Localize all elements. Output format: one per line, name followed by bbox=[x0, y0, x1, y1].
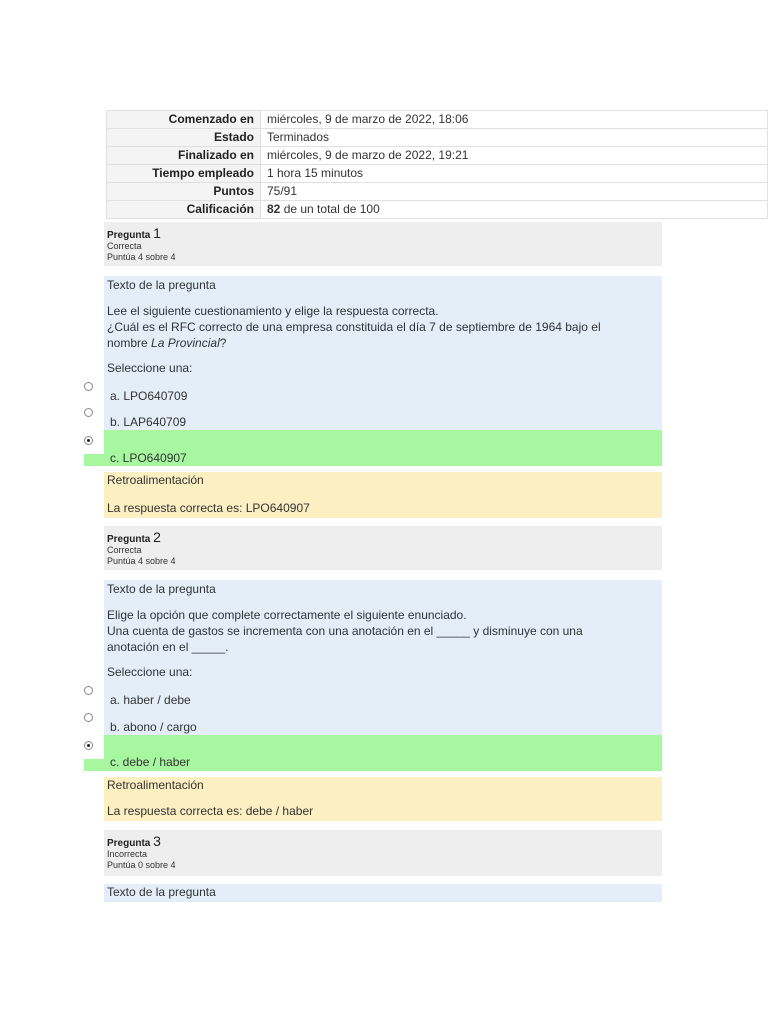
question-line: Una cuenta de gastos se incrementa con una anotación en el _____ y disminuye con una bbox=[107, 624, 583, 638]
question-status: Incorrecta bbox=[107, 849, 148, 859]
question-line-text: ? bbox=[219, 336, 227, 350]
summary-value: Terminados bbox=[261, 129, 768, 147]
summary-value: 75/91 bbox=[261, 183, 768, 201]
question-score: Puntúa 4 sobre 4 bbox=[107, 252, 176, 262]
grade-score: 82 bbox=[267, 202, 281, 216]
question-score: Puntúa 0 sobre 4 bbox=[107, 860, 176, 870]
option-b-label[interactable]: b. abono / cargo bbox=[110, 720, 197, 734]
question-text-label: Texto de la pregunta bbox=[107, 278, 216, 292]
feedback-text: La respuesta correcta es: LPO640907 bbox=[107, 501, 310, 515]
summary-row-grade bbox=[107, 201, 768, 219]
question-status: Correcta bbox=[107, 545, 142, 555]
summary-value: miércoles, 9 de marzo de 2022, 18:06 bbox=[261, 111, 768, 129]
correct-answer-highlight bbox=[104, 430, 662, 466]
option-c-radio-selected[interactable] bbox=[84, 741, 93, 750]
question-line: Elige la opción que complete correctamente el siguiente enunciado. bbox=[107, 608, 467, 622]
option-a-label[interactable]: a. haber / debe bbox=[110, 693, 191, 707]
option-c-label[interactable]: c. LPO640907 bbox=[110, 451, 187, 465]
question-number: 1 bbox=[153, 225, 161, 241]
option-a-radio[interactable] bbox=[84, 686, 93, 695]
question-info-2 bbox=[104, 526, 662, 570]
summary-label: Estado bbox=[107, 129, 261, 147]
question-info-3 bbox=[104, 830, 662, 876]
summary-label: Tiempo empleado bbox=[107, 165, 261, 183]
summary-row-started bbox=[107, 111, 768, 129]
select-one-label: Seleccione una: bbox=[107, 361, 193, 375]
question-prefix: Pregunta bbox=[107, 230, 151, 241]
summary-label: Comenzado en bbox=[107, 111, 261, 129]
question-info-1 bbox=[104, 222, 662, 266]
option-c-label[interactable]: c. debe / haber bbox=[110, 755, 191, 769]
question-prefix: Pregunta bbox=[107, 838, 151, 849]
question-text-1 bbox=[104, 276, 662, 430]
feedback-text: La respuesta correcta es: debe / haber bbox=[107, 804, 314, 818]
option-b-label[interactable]: b. LAP640709 bbox=[110, 415, 187, 429]
summary-label: Puntos bbox=[107, 183, 261, 201]
option-b-radio[interactable] bbox=[84, 713, 93, 722]
question-line-text: nombre bbox=[107, 336, 152, 350]
summary-row-finished bbox=[107, 147, 768, 165]
option-c-radio-selected[interactable] bbox=[84, 436, 93, 445]
feedback-label: Retroalimentación bbox=[107, 778, 204, 792]
feedback-box-2 bbox=[104, 777, 662, 821]
question-prefix: Pregunta bbox=[107, 534, 151, 545]
option-a-label[interactable]: a. LPO640709 bbox=[110, 389, 188, 403]
question-line: anotación en el _____. bbox=[107, 640, 229, 654]
attempt-summary-table bbox=[106, 110, 768, 219]
question-number: 2 bbox=[153, 529, 161, 545]
feedback-label: Retroalimentación bbox=[107, 473, 204, 487]
question-line: Lee el siguiente cuestionamiento y elige la respuesta correcta. bbox=[107, 304, 439, 318]
summary-row-points bbox=[107, 183, 768, 201]
select-one-label: Seleccione una: bbox=[107, 665, 193, 679]
question-text-label: Texto de la pregunta bbox=[107, 582, 216, 596]
question-number: 3 bbox=[153, 833, 161, 849]
question-text-3 bbox=[104, 884, 662, 902]
question-text-2 bbox=[104, 580, 662, 735]
option-a-radio[interactable] bbox=[84, 382, 93, 391]
question-status: Correcta bbox=[107, 241, 142, 251]
feedback-box-1 bbox=[104, 472, 662, 518]
question-text-label: Texto de la pregunta bbox=[107, 885, 216, 899]
summary-row-time bbox=[107, 165, 768, 183]
question-line bbox=[107, 335, 659, 351]
summary-value: miércoles, 9 de marzo de 2022, 19:21 bbox=[261, 147, 768, 165]
grade-rest: de un total de 100 bbox=[280, 202, 380, 216]
summary-value: 1 hora 15 minutos bbox=[261, 165, 768, 183]
correct-answer-highlight-tail bbox=[84, 759, 104, 771]
summary-label: Calificación bbox=[107, 201, 261, 219]
summary-label: Finalizado en bbox=[107, 147, 261, 165]
question-score: Puntúa 4 sobre 4 bbox=[107, 556, 176, 566]
summary-value bbox=[261, 201, 768, 219]
summary-row-state bbox=[107, 129, 768, 147]
question-line: ¿Cuál es el RFC correcto de una empresa constituida el día 7 de septiembre de 1964 bajo el bbox=[107, 320, 601, 334]
correct-answer-highlight-tail bbox=[84, 454, 104, 466]
option-b-radio[interactable] bbox=[84, 408, 93, 417]
company-name: La Provincial bbox=[151, 336, 220, 350]
